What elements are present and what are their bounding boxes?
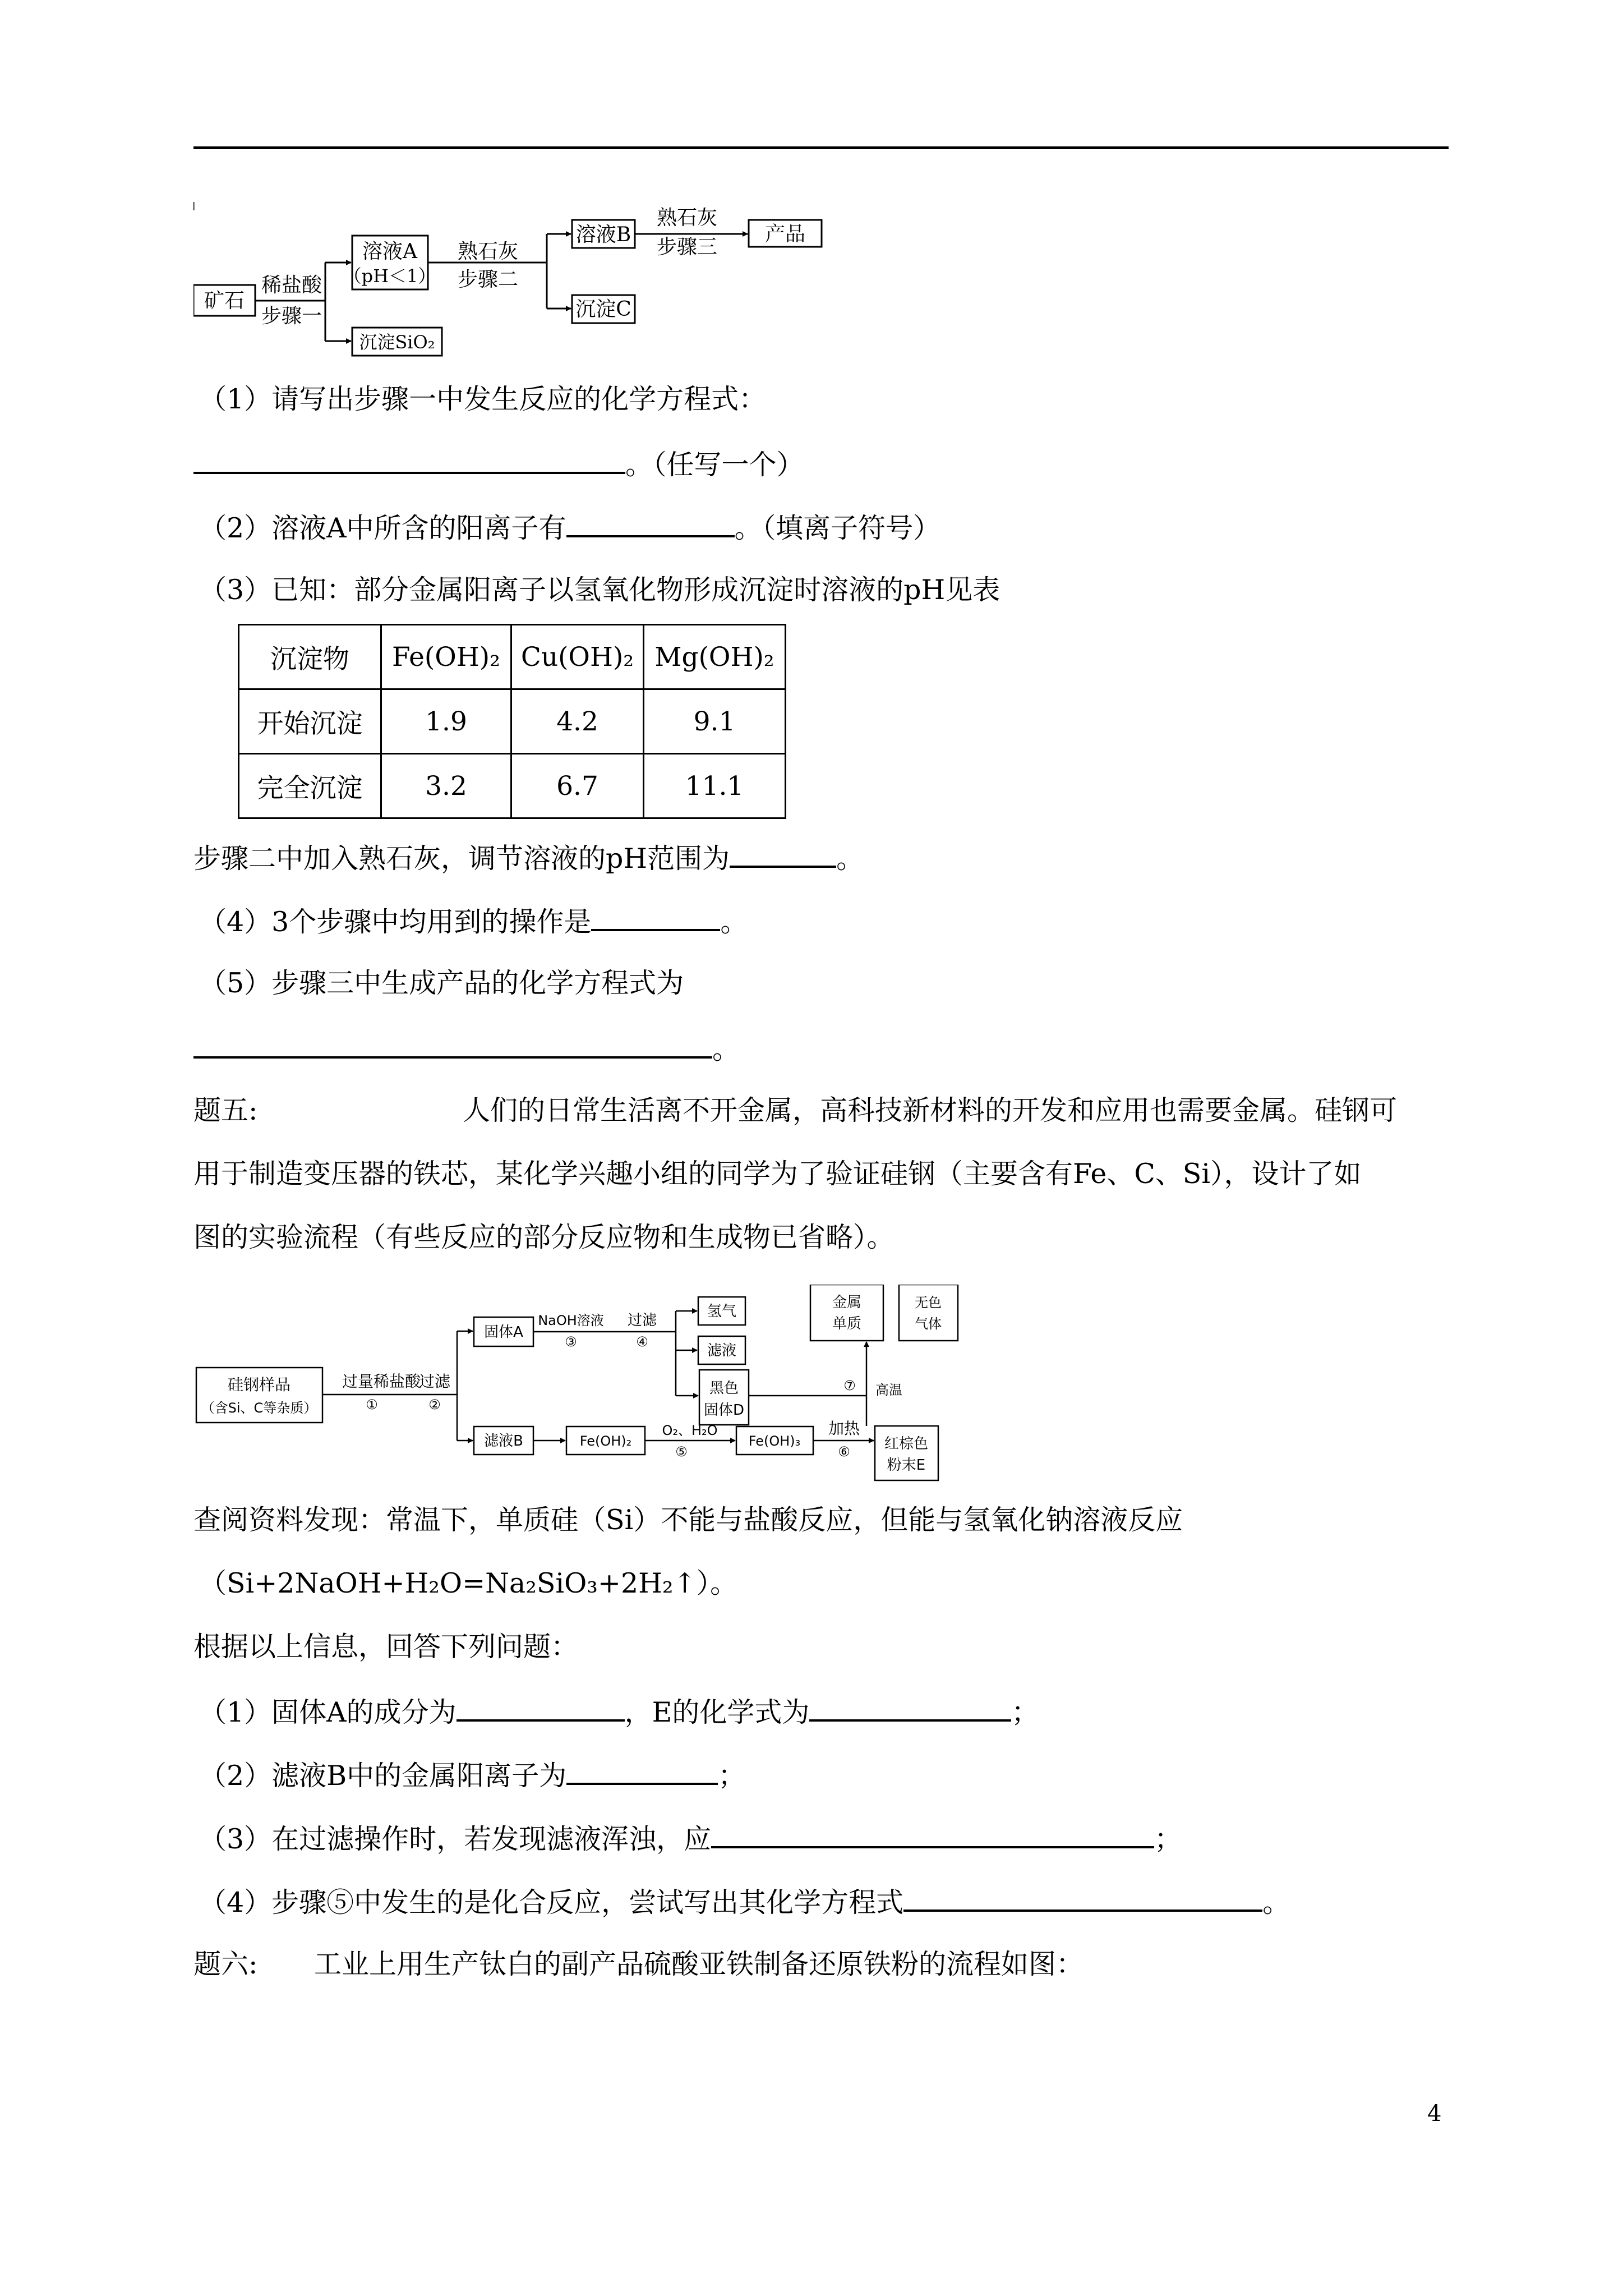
table-row: [239, 625, 786, 689]
filter-label-2: 过滤: [627, 1312, 657, 1329]
table-cell: 4.2: [511, 689, 644, 754]
hydrogen-box: 氢气: [707, 1303, 737, 1320]
table-cell: 11.1: [644, 754, 786, 818]
q4-part4-text: （4）3个步骤中均用到的操作是: [199, 906, 592, 938]
black-solid-label: 黑色: [709, 1380, 739, 1397]
q4-part2-note: 。（填离子符号）: [734, 512, 941, 544]
q4-part5-answer-line: [193, 1030, 740, 1066]
lime-label-1: 熟石灰: [457, 240, 519, 263]
q5-answer-1-end: ；: [1011, 1696, 1039, 1728]
feoh2-box: Fe(OH)₂: [579, 1433, 632, 1449]
q4-part1-note: 。（任写一个）: [625, 449, 804, 481]
precipitate-c-box: 沉淀C: [575, 298, 631, 321]
step-2-circle: ②: [428, 1397, 441, 1412]
table-cell: 3.2: [381, 754, 511, 818]
q4-part5: （5）步骤三中生成产品的化学方程式为: [199, 967, 684, 999]
table-cell: 6.7: [511, 754, 644, 818]
step1-label: 步骤一: [261, 305, 322, 328]
q4-part1: （1）请写出步骤一中发生反应的化学方程式：: [199, 383, 767, 415]
precipitation-ph-table: [238, 624, 786, 819]
header-rule: [193, 146, 1449, 149]
solution-a-ph: （pH＜1）: [343, 265, 436, 287]
gas-colorless: 气体: [915, 1316, 942, 1332]
table-header-cell: Fe(OH)₂: [381, 625, 511, 689]
step-5-circle: ⑤: [675, 1444, 688, 1460]
gas-label: 无色: [915, 1295, 942, 1310]
q5-answer-2-end: ；: [718, 1760, 746, 1792]
answer-blank[interactable]: [730, 840, 836, 868]
q4-part5-end: 。: [712, 1033, 740, 1065]
table-header-cell: 沉淀物: [239, 625, 381, 689]
q4-part4-end: 。: [720, 906, 748, 938]
q4-part3-question: [193, 840, 864, 876]
answer-blank[interactable]: [193, 1030, 712, 1059]
acid-label: 过量稀盐酸: [342, 1372, 421, 1391]
answer-blank[interactable]: [711, 1820, 1154, 1848]
step-7-circle: ⑦: [843, 1378, 856, 1393]
solution-a-label: 溶液A: [362, 240, 417, 263]
q4-part4: [199, 903, 748, 939]
filtrate-box: 滤液: [707, 1342, 737, 1359]
q5-answer-2-text: （2）滤液B中的金属阳离子为: [199, 1760, 567, 1792]
q5-line-3: 图的实验流程（有些反应的部分反应物和生成物已省略）。: [193, 1221, 895, 1253]
high-temp-label: 高温: [875, 1382, 902, 1398]
table-header-cell: Cu(OH)₂: [511, 625, 644, 689]
answer-blank[interactable]: [566, 509, 735, 537]
q4-part3: （3）已知：部分金属阳离子以氢氧化物形成沉淀时溶液的pH见表: [199, 574, 1000, 606]
filtrate-b-box: 滤液B: [484, 1433, 523, 1450]
step-1-circle: ①: [366, 1397, 378, 1412]
q5-answer-3-text: （3）在过滤操作时，若发现滤液浑浊，应: [199, 1823, 712, 1855]
acid-label: 稀盐酸: [261, 274, 322, 297]
table-cell: 9.1: [644, 689, 786, 754]
q5-intro: 根据以上信息，回答下列问题：: [193, 1631, 579, 1663]
q5-info-1: 查阅资料发现：常温下，单质硅（Si）不能与盐酸反应，但能与氢氧化钠溶液反应: [193, 1504, 1183, 1536]
solution-b-box: 溶液B: [575, 223, 631, 246]
q4-part2: [199, 509, 940, 545]
metal-label: 金属: [832, 1294, 862, 1311]
naoh-label: NaOH溶液: [538, 1313, 604, 1328]
answer-blank[interactable]: [457, 1694, 625, 1722]
q5-answer-3: [199, 1820, 1182, 1856]
ore-box: 矿石: [204, 289, 245, 312]
step3-label: 步骤三: [656, 236, 718, 259]
red-powder-label: 红棕色: [884, 1435, 929, 1452]
q4-part2-text: （2）溶液A中所含的阳离子有: [199, 512, 566, 544]
product-box: 产品: [764, 223, 806, 246]
answer-blank[interactable]: [903, 1884, 1262, 1912]
metal-element: 单质: [832, 1315, 862, 1332]
q5-line-2: 用于制造变压器的铁芯，某化学兴趣小组的同学为了验证硅钢（主要含有Fe、C、Si），设计了如: [193, 1158, 1362, 1190]
lime-label-2: 熟石灰: [656, 206, 718, 229]
precipitate-sio2-box: 沉淀SiO₂: [359, 332, 435, 353]
answer-blank[interactable]: [193, 446, 625, 474]
q4-part3-end: 。: [836, 843, 864, 875]
q5-answer-4-end: 。: [1262, 1887, 1290, 1918]
filter-label: 过滤: [418, 1372, 451, 1391]
solid-a-box: 固体A: [484, 1324, 523, 1341]
answer-blank[interactable]: [591, 903, 720, 931]
table-cell: 完全沉淀: [239, 754, 381, 818]
q5-answer-2: [199, 1757, 745, 1793]
q5-answer-3-end: ；: [1154, 1823, 1182, 1855]
q5-answer-1: [199, 1694, 1039, 1729]
step-4-circle: ④: [636, 1334, 648, 1350]
sample-impurities: （含Si、C等杂质）: [201, 1400, 317, 1416]
table-row: [239, 689, 786, 754]
feoh3-box: Fe(OH)₃: [748, 1433, 801, 1449]
table-cell: 1.9: [381, 689, 511, 754]
answer-blank[interactable]: [566, 1757, 718, 1785]
o2-h2o-label: O₂、H₂O: [662, 1423, 718, 1438]
table-cell: 开始沉淀: [239, 689, 381, 754]
page-number: 4: [1427, 2101, 1442, 2127]
powder-e: 粉末E: [887, 1457, 926, 1474]
table-header-cell: Mg(OH)₂: [644, 625, 786, 689]
answer-blank[interactable]: [809, 1694, 1011, 1722]
step-3-circle: ③: [565, 1334, 577, 1350]
q5-answer-4-text: （4）步骤⑤中发生的是化合反应，尝试写出其化学方程式: [199, 1887, 904, 1918]
heat-label: 加热: [828, 1419, 860, 1438]
q5-line-1: 人们的日常生活离不开金属，高科技新材料的开发和应用也需要金属。硅钢可: [463, 1094, 1398, 1126]
q6-text: 工业上用生产钛白的副产品硫酸亚铁制备还原铁粉的流程如图：: [314, 1948, 1084, 1980]
q5-answer-1-text-b: ，E的化学式为: [624, 1696, 810, 1728]
q4-part1-answer-line: [193, 446, 804, 482]
step-6-circle: ⑥: [838, 1444, 850, 1460]
q5-info-2: （Si+2NaOH+H₂O=Na₂SiO₃+2H₂↑）。: [199, 1567, 738, 1599]
black-solid-d: 固体D: [703, 1402, 745, 1419]
flowchart-ore-process: [193, 202, 838, 365]
q5-label: 题五:: [193, 1094, 258, 1126]
table-row: [239, 754, 786, 818]
q4-part3-text: 步骤二中加入熟石灰，调节溶液的pH范围为: [193, 843, 730, 875]
flowchart-silicon-steel: [193, 1285, 962, 1487]
sample-label: 硅钢样品: [227, 1375, 291, 1394]
q6-label: 题六:: [193, 1948, 258, 1980]
step2-label: 步骤二: [457, 268, 519, 291]
q5-answer-1-text: （1）固体A的成分为: [199, 1696, 457, 1728]
q5-answer-4: [199, 1884, 1290, 1920]
